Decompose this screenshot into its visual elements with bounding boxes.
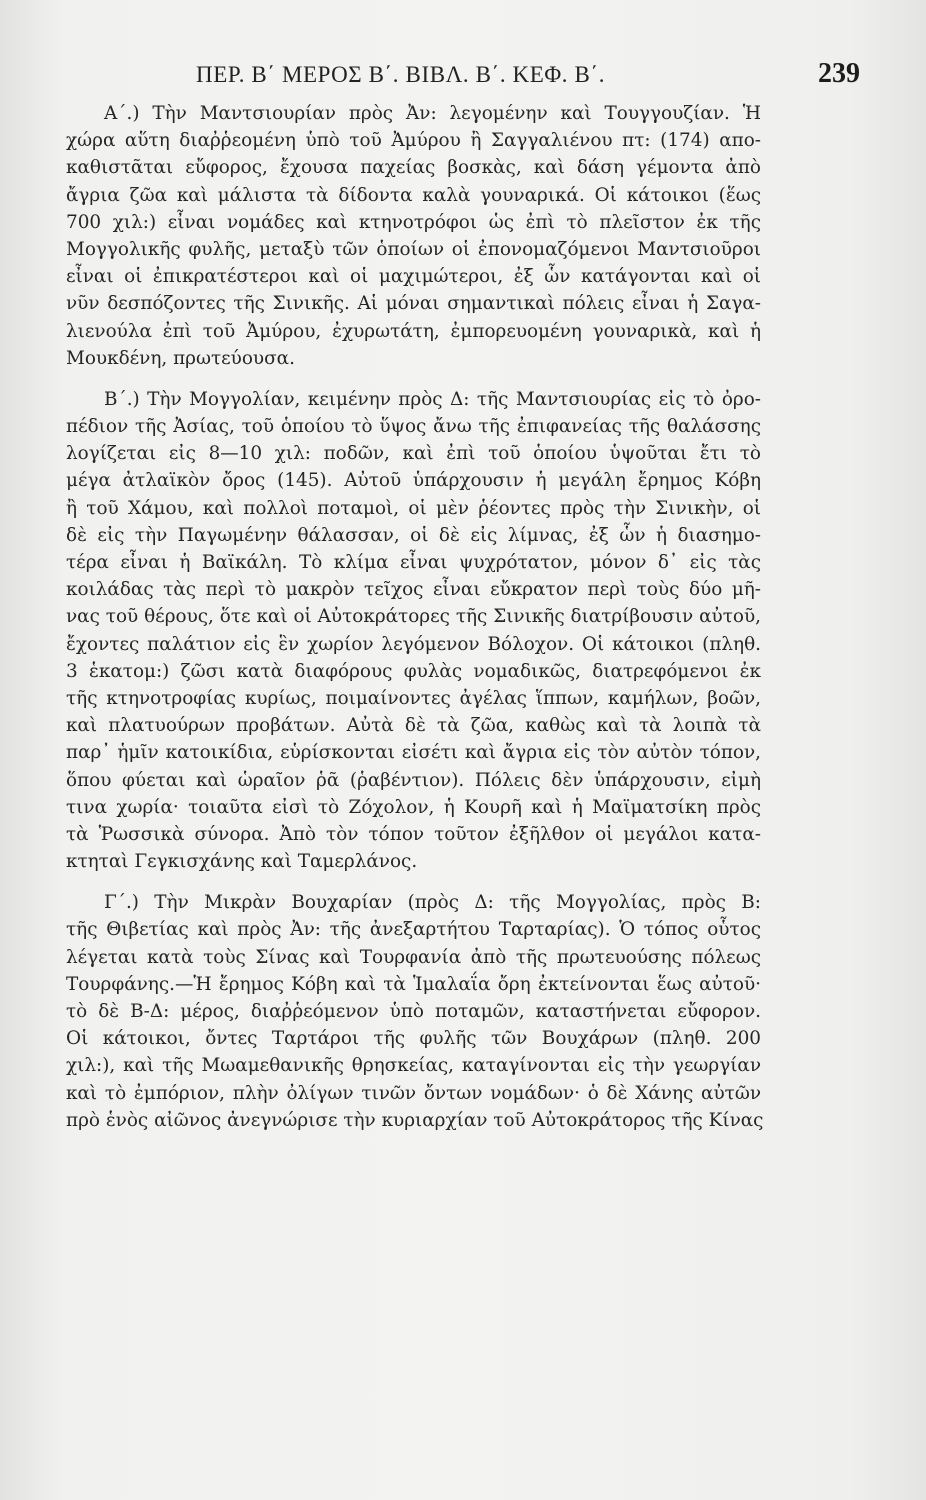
page-header (160, 58, 860, 94)
running-head: ΠΕΡ. Β΄ ΜΕΡΟΣ Β΄. ΒΙΒΛ. Β΄. ΚΕΦ. Β΄. (196, 62, 606, 87)
text-line: παρ᾽ ἡμῖν κατοικίδια, εὑρίσκονται εἰσέτι καὶ ἄγρια εἰς τὸν αὐτὸν τόπον, (66, 742, 761, 764)
text-line: Τουρφάνης.—Ἡ ἔρημος Κόβη καὶ τὰ Ἱμαλαΐα ὄρη ἐκτείνονται ἕως αὐτοῦ· (66, 973, 761, 995)
text-line: 700 χιλ:) εἶναι νομάδες καὶ κτηνοτρόφοι ὡς ἐπὶ τὸ πλεῖστον ἐκ τῆς (66, 211, 761, 233)
paragraph-mongolia (66, 386, 761, 875)
paragraph-mantsiouria (66, 100, 761, 372)
text-line: τὸ δὲ Β-Δ: μέρος, διαῤῥεόμενον ὑπὸ ποταμῶν, καταστήνεται εὔφορον. (66, 1001, 761, 1022)
text-line: λογίζεται εἰς 8—10 χιλ: ποδῶν, καὶ ἐπὶ τοῦ ὁποίου ὑψοῦται ἔτι τὸ (66, 443, 761, 465)
paragraph-mikra-bouxaria (66, 889, 764, 1134)
text-line: καθιστᾶται εὔφορος, ἔχουσα παχείας βοσκὰς, καὶ δάση γέμοντα ἀπὸ (66, 157, 761, 179)
text-line: ἄγρια ζῶα καὶ μάλιστα τὰ δίδοντα καλὰ γουναρικά. Οἱ κάτοικοι (ἕως (66, 184, 761, 206)
text-line: χιλ:), καὶ τῆς Μωαμεθανικῆς θρησκείας, καταγίνονται εἰς τὴν γεωργίαν (66, 1055, 761, 1077)
text-line: δὲ εἰς τὴν Παγωμένην θάλασσαν, οἱ δὲ εἰς λίμνας, ἐξ ὧν ἡ διασημο- (66, 524, 761, 546)
page-number: 239 (818, 58, 860, 89)
text-line: τέρα εἶναι ἡ Βαϊκάλη. Τὸ κλίμα εἶναι ψυχρότατον, μόνον δ᾽ εἰς τὰς (66, 552, 761, 573)
text-line: 3 ἑκατομ:) ζῶσι κατὰ διαφόρους φυλὰς νομαδικῶς, διατρεφόμενοι ἐκ (66, 660, 761, 682)
text-line: λιενούλα ἐπὶ τοῦ Ἀμύρου, ἐχυρωτάτη, ἐμπορευομένη γουναρικὰ, καὶ ἡ (66, 320, 761, 342)
text-line: καὶ πλατυούρων προβάτων. Αὐτὰ δὲ τὰ ζῶα, καθὼς καὶ τὰ λοιπὰ τὰ (66, 715, 761, 737)
text-line: Μουκδένη, πρωτεύουσα. (66, 347, 295, 369)
text-line: εἶναι οἱ ἐπικρατέστεροι καὶ οἱ μαχιμώτεροι, ἐξ ὧν κατάγονται καὶ οἱ (66, 266, 761, 288)
text-line: κοιλάδας τὰς περὶ τὸ μακρὸν τεῖχος εἶναι εὔκρατον περὶ τοὺς δύο μῆ- (66, 579, 761, 601)
text-line: καὶ τὸ ἐμπόριον, πλὴν ὀλίγων τινῶν ὄντων νομάδων· ὁ δὲ Χάνης αὐτῶν (66, 1082, 761, 1104)
text-line: μέγα ἀτλαϊκὸν ὄρος (145). Αὐτοῦ ὑπάρχουσιν ἡ μεγάλη ἔρημος Κόβη (66, 470, 761, 492)
text-line: τὰ Ῥωσσικὰ σύνορα. Ἀπὸ τὸν τόπον τοῦτον ἐξῆλθον οἱ μεγάλοι κατα- (66, 823, 761, 845)
text-line: Α΄.) Τὴν Μαντσιουρίαν πρὸς Ἀν: λεγομένην καὶ Τουγγουζίαν. Ἡ (104, 103, 761, 124)
text-line: ἔχοντες παλάτιον εἰς ἓν χωρίον λεγόμενον Βόλοχον. Οἱ κάτοικοι (πληθ. (66, 633, 761, 655)
text-line: πέδιον τῆς Ἀσίας, τοῦ ὁποίου τὸ ὕψος ἄνω τῆς ἐπιφανείας τῆς θαλάσσης (66, 416, 761, 438)
text-line: ὅπου φύεται καὶ ὡραῖον ῥᾶ (ῥαβέντιον). Πόλεις δὲν ὑπάρχουσιν, εἰμὴ (66, 769, 761, 791)
text-line: κτηταὶ Γεγκισχάνης καὶ Ταμερλάνος. (66, 851, 418, 873)
text-line: τῆς κτηνοτροφίας κυρίως, ποιμαίνοντες ἀγέλας ἵππων, καμήλων, βοῶν, (66, 687, 761, 709)
text-line: πρὸ ἑνὸς αἰῶνος ἀνεγνώρισε τὴν κυριαρχίαν τοῦ Αὐτοκράτορος τῆς Κίνας (66, 1109, 764, 1131)
text-line: τῆς Θιβετίας καὶ πρὸς Ἀν: τῆς ἀνεξαρτήτου Ταρταρίας). Ὁ τόπος οὗτος (66, 919, 761, 941)
text-line: χώρα αὕτη διαῤῥεομένη ὑπὸ τοῦ Ἀμύρου ἢ Σαγγαλιένου πτ: (174) απο- (66, 130, 761, 152)
text-line: νας τοῦ θέρους, ὅτε καὶ οἱ Αὐτοκράτορες τῆς Σινικῆς διατρίβουσιν αὐτοῦ, (66, 606, 761, 628)
body-text (66, 100, 764, 1148)
text-line: νῦν δεσπόζοντες τῆς Σινικῆς. Αἱ μόναι σημαντικαὶ πόλεις εἶναι ἡ Σαγα- (66, 293, 761, 315)
text-line: Γ΄.) Τὴν Μικρὰν Βουχαρίαν (πρὸς Δ: τῆς Μογγολίας, πρὸς Β: (104, 892, 761, 914)
text-line: Οἱ κάτοικοι, ὄντες Ταρτάροι τῆς φυλῆς τῶν Βουχάρων (πληθ. 200 (66, 1028, 761, 1050)
text-line: Μογγολικῆς φυλῆς, μεταξὺ τῶν ὁποίων οἱ ἐπονομαζόμενοι Μαντσιοῦροι (66, 238, 761, 260)
text-line: ἢ τοῦ Χάμου, καὶ πολλοὶ ποταμοὶ, οἱ μὲν ῥέοντες πρὸς τὴν Σινικὴν, οἱ (66, 497, 761, 519)
text-line: τινα χωρία· τοιαῦτα εἰσὶ τὸ Ζόχολον, ἡ Κουρῆ καὶ ἡ Μαϊματσίκη πρὸς (66, 796, 761, 818)
text-line: Β΄.) Τὴν Μογγολίαν, κειμένην πρὸς Δ: τῆς Μαντσιουρίας εἰς τὸ ὀρο- (104, 388, 761, 410)
text-line: λέγεται κατὰ τοὺς Σίνας καὶ Τουρφανία ἀπὸ τῆς πρωτευούσης πόλεως (66, 946, 761, 968)
